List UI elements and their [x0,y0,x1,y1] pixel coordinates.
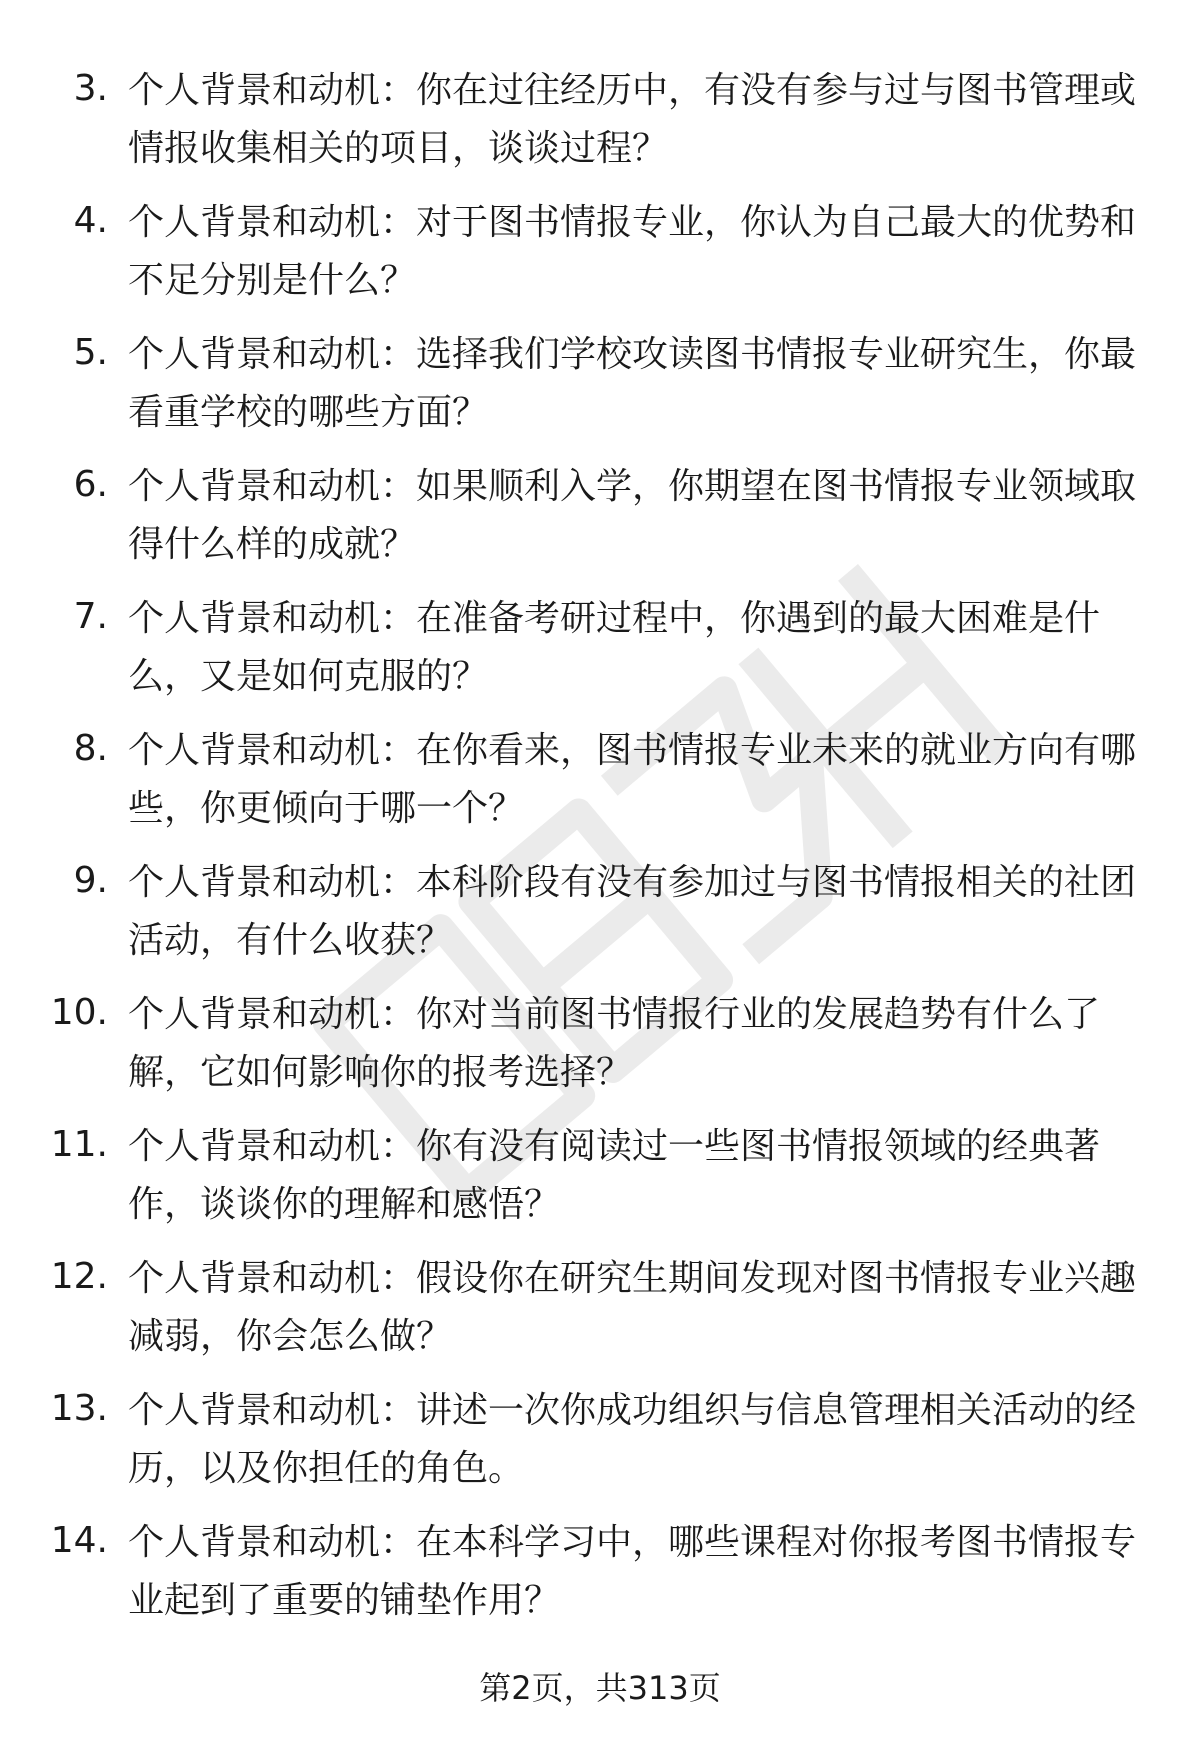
question-text: 个人背景和动机：对于图书情报专业，你认为自己最大的优势和不足分别是什么？ [128,202,1137,301]
question-item [0,846,1200,978]
question-text: 个人背景和动机：讲述一次你成功组织与信息管理相关活动的经历，以及你担任的角色。 [128,1390,1137,1489]
question-item [0,582,1200,714]
question-text: 个人背景和动机：如果顺利入学，你期望在图书情报专业领域取得什么样的成就？ [128,466,1137,565]
question-number: 13. [50,1388,108,1429]
question-text: 个人背景和动机：你有没有阅读过一些图书情报领域的经典著作，谈谈你的理解和感悟？ [128,1126,1101,1225]
question-text: 个人背景和动机：你在过往经历中，有没有参与过与图书管理或情报收集相关的项目，谈谈过程？ [128,70,1137,169]
question-text: 个人背景和动机：选择我们学校攻读图书情报专业研究生，你最看重学校的哪些方面？ [128,334,1137,433]
question-number: 12. [50,1256,108,1297]
question-item [0,1374,1200,1506]
question-number: 10. [50,992,108,1033]
question-number: 9. [73,860,108,901]
question-number: 4. [73,200,108,241]
question-number: 8. [73,728,108,769]
question-item [0,978,1200,1110]
question-number: 7. [73,596,108,637]
question-number: 11. [50,1124,108,1165]
question-text: 个人背景和动机：本科阶段有没有参加过与图书情报相关的社团活动，有什么收获？ [128,862,1137,961]
question-text: 个人背景和动机：假设你在研究生期间发现对图书情报专业兴趣减弱，你会怎么做？ [128,1258,1137,1357]
question-number: 3. [73,68,108,109]
question-item [0,714,1200,846]
question-list [0,54,1200,1638]
question-text: 个人背景和动机：在本科学习中，哪些课程对你报考图书情报专业起到了重要的铺垫作用？ [128,1522,1137,1621]
question-item [0,54,1200,186]
question-number: 5. [73,332,108,373]
question-number: 14. [50,1520,108,1561]
question-number: 6. [73,464,108,505]
question-item [0,450,1200,582]
page-footer: 第2页，共313页 [479,1669,721,1707]
question-item [0,1110,1200,1242]
question-item [0,1242,1200,1374]
question-text: 个人背景和动机：在准备考研过程中，你遇到的最大困难是什么，又是如何克服的？ [128,598,1101,697]
question-item [0,186,1200,318]
question-item [0,1506,1200,1638]
question-text: 个人背景和动机：你对当前图书情报行业的发展趋势有什么了解，它如何影响你的报考选择？ [128,994,1101,1093]
question-item [0,318,1200,450]
question-text: 个人背景和动机：在你看来，图书情报专业未来的就业方向有哪些，你更倾向于哪一个？ [128,730,1137,829]
